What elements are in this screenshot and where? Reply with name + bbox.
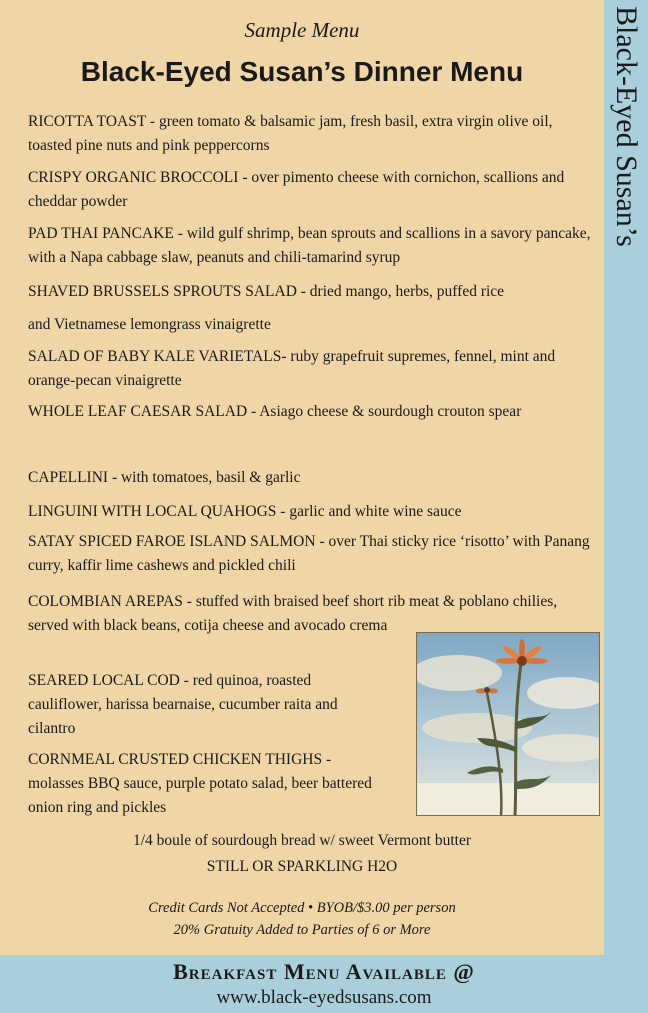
item-description: - stuffed with braised beef short rib meat & poblano chilies, served with black beans, cotija cheese and avocado crema (28, 593, 558, 634)
footer-band (0, 955, 648, 1013)
item-description: - over pimento cheese with cornichon, scallions and cheddar powder (28, 169, 565, 210)
item-name: COLOMBIAN AREPAS (28, 593, 183, 610)
flower-illustration (416, 632, 600, 816)
item-name: CAPELLINI (28, 469, 109, 486)
item-name: SATAY SPICED FAROE ISLAND SALMON (28, 533, 316, 550)
item-description: - garlic and white wine sauce (276, 503, 462, 520)
flower-painting (417, 633, 599, 815)
menu-item-caesar-salad (28, 400, 594, 424)
menu-item-brussels-sprouts (28, 280, 594, 304)
item-description: - over Thai sticky rice ‘risotto’ with Panang curry, kaffir lime cashews and pickled chili (28, 533, 590, 574)
menu-item-ricotta-toast (28, 110, 594, 158)
item-description: - wild gulf shrimp, bean sprouts and scallions in a savory pancake, with a Napa cabbage slaw, peanuts and chili-tamarind syrup (28, 225, 591, 266)
item-name: PAD THAI PANCAKE (28, 225, 174, 242)
menu-item-linguini (28, 500, 594, 524)
water-note: STILL OR SPARKLING H2O (206, 858, 398, 875)
menu-item-baby-kale (28, 345, 594, 393)
menu-item-salmon (28, 530, 594, 578)
item-name: RICOTTA TOAST (28, 113, 147, 130)
item-name: CORNMEAL CRUSTED CHICKEN THIGHS (28, 751, 323, 768)
page-title: Black-Eyed Susan’s Dinner Menu (80, 56, 524, 87)
item-description: - dried mango, herbs, puffed rice (296, 283, 505, 300)
item-description: and Vietnamese lemongrass vinaigrette (28, 316, 271, 333)
menu-item-chicken-thighs (28, 748, 388, 820)
item-description: - ruby grapefruit supremes, fennel, mint and orange-pecan vinaigrette (28, 348, 556, 389)
menu-item-pad-thai-pancake (28, 222, 594, 270)
sample-menu-label: Sample Menu (244, 18, 360, 42)
menu-item-arepas (28, 590, 594, 638)
item-description: - Asiago cheese & sourdough crouton spear (247, 403, 522, 420)
item-description: - green tomato & balsamic jam, fresh basil, extra virgin olive oil, toasted pine nuts and pink peppercorns (28, 113, 553, 154)
menu-item-brussels-sprouts-continued (28, 313, 594, 337)
item-name: CRISPY ORGANIC BROCCOLI (28, 169, 239, 186)
bread-note: 1/4 boule of sourdough bread w/ sweet Vermont butter (132, 832, 472, 849)
item-name: LINGUINI WITH LOCAL QUAHOGS (28, 503, 277, 520)
menu-item-capellini (28, 466, 594, 490)
website-link[interactable]: www.black-eyedsusans.com (216, 987, 432, 1008)
menu-item-cod (28, 669, 388, 741)
item-name: SALAD OF BABY KALE VARIETALS (28, 348, 282, 365)
breakfast-notice: Breakfast Menu Available @ (173, 959, 475, 984)
side-title: Black-Eyed Susan’s (610, 6, 643, 247)
menu-item-crispy-broccoli (28, 166, 594, 214)
gratuity-policy: 20% Gratuity Added to Parties of 6 or More (173, 922, 431, 938)
item-description: - molasses BBQ sauce, purple potato salad, beer battered onion ring and pickles (28, 751, 372, 816)
side-band (604, 0, 648, 955)
item-name: SEARED LOCAL COD (28, 672, 180, 689)
item-name: SHAVED BRUSSELS SPROUTS SALAD (28, 283, 297, 300)
item-name: WHOLE LEAF CAESAR SALAD (28, 403, 248, 420)
item-description: - with tomatoes, basil & garlic (108, 469, 301, 486)
payment-policy: Credit Cards Not Accepted • BYOB/$3.00 per person (148, 900, 456, 916)
item-description: - red quinoa, roasted cauliflower, harissa bearnaise, cucumber raita and cilantro (28, 672, 338, 737)
